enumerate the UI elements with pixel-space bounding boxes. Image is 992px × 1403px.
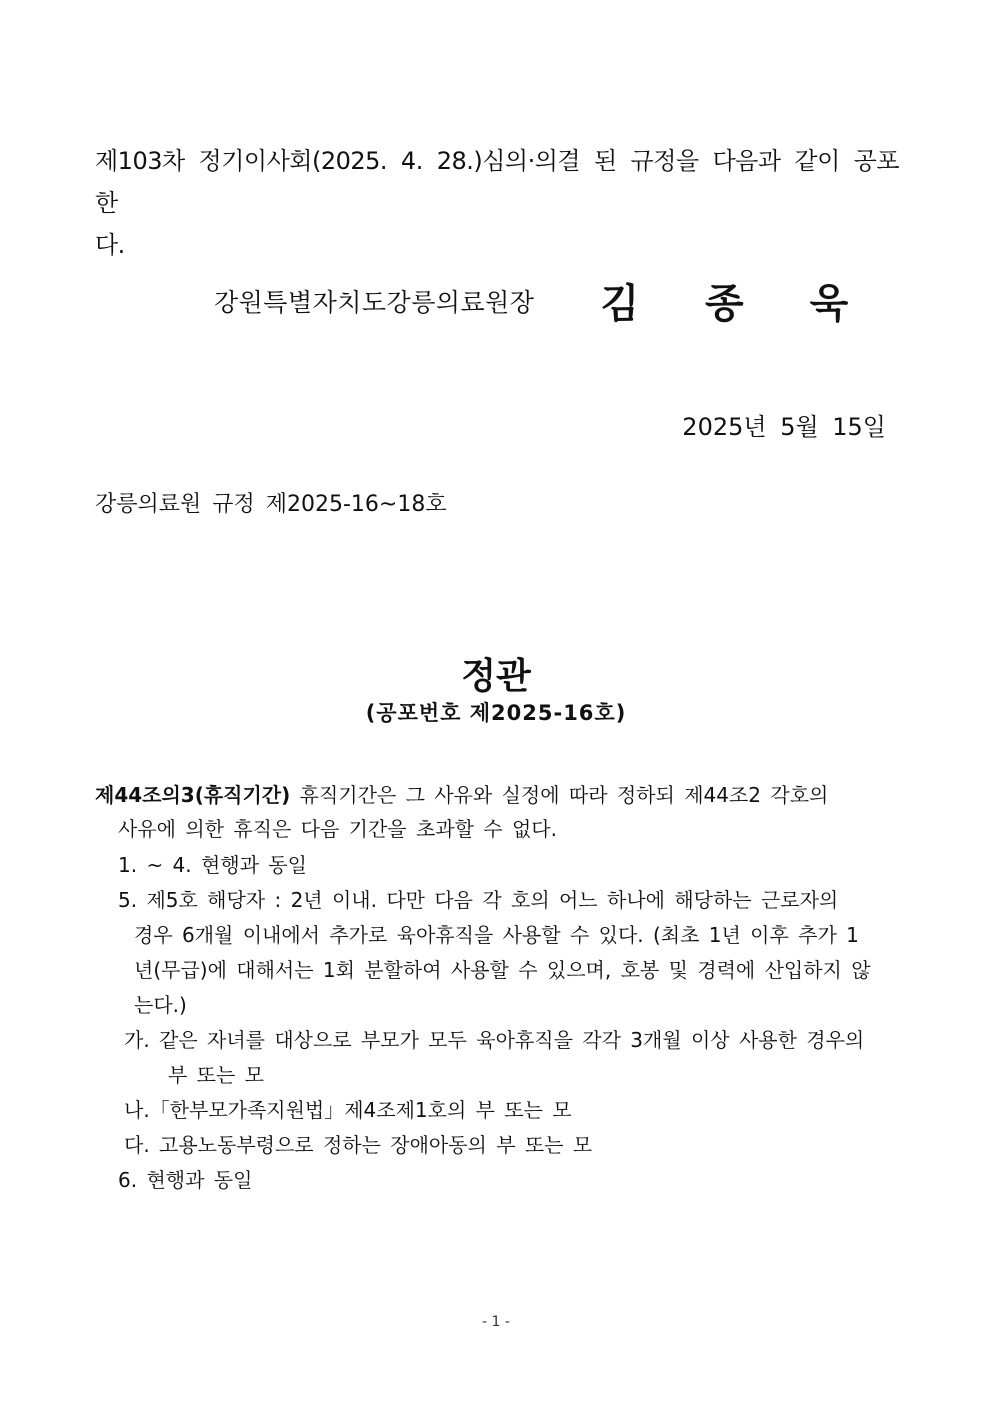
regulation-number: 강릉의료원 규정 제2025-16~18호 [95, 492, 447, 517]
article-first-line [95, 778, 828, 812]
promulgation-statement [95, 140, 899, 266]
article-subitem-continued: 부 또는 모 [168, 1063, 264, 1087]
document-title: 정관 [461, 656, 531, 697]
article-item: 5. 제5호 해당자 : 2년 이내. 다만 다음 각 호의 어느 하나에 해당하는 근로자의 [118, 888, 839, 912]
article-item: 6. 현행과 동일 [118, 1168, 253, 1192]
article-text: 휴직기간은 그 사유와 실정에 따라 정하되 제44조2 각호의 [290, 783, 829, 807]
page-number: - 1 - [482, 1314, 510, 1330]
signature-block [214, 272, 874, 329]
article-text-continued: 사유에 의한 휴직은 다음 기간을 초과할 수 없다. [118, 817, 557, 841]
article-item-continued: 경우 6개월 이내에서 추가로 육아휴직을 사용할 수 있다. (최초 1년 이후 추가 1 [134, 923, 859, 947]
article-heading: 제44조의3(휴직기간) [95, 783, 291, 807]
article-item: 1. ~ 4. 현행과 동일 [118, 853, 307, 877]
document-subtitle: (공포번호 제2025-16호) [365, 701, 627, 725]
promulgation-line-1: 제103차 정기이사회(2025. 4. 28.)심의·의결 된 규정을 다음과 같이 공포한 [95, 147, 899, 217]
article-item-continued: 는다.) [134, 993, 187, 1017]
article-subitem: 가. 같은 자녀를 대상으로 부모가 모두 육아휴직을 각각 3개월 이상 사용한 경우의 [124, 1028, 865, 1052]
article-subitem: 나.「한부모가족지원법」제4조제1호의 부 또는 모 [124, 1098, 572, 1122]
article-item-continued: 년(무급)에 대해서는 1회 분할하여 사용할 수 있으며, 호봉 및 경력에 산입하지 않 [134, 958, 871, 982]
article-subitem: 다. 고용노동부령으로 정하는 장애아동의 부 또는 모 [124, 1133, 593, 1157]
promulgation-date: 2025년 5월 15일 [682, 413, 886, 441]
promulgation-line-2: 다. [95, 231, 125, 259]
signer-name: 김 종 욱 [600, 281, 875, 327]
signer-organization: 강원특별자치도강릉의료원장 [214, 287, 535, 317]
